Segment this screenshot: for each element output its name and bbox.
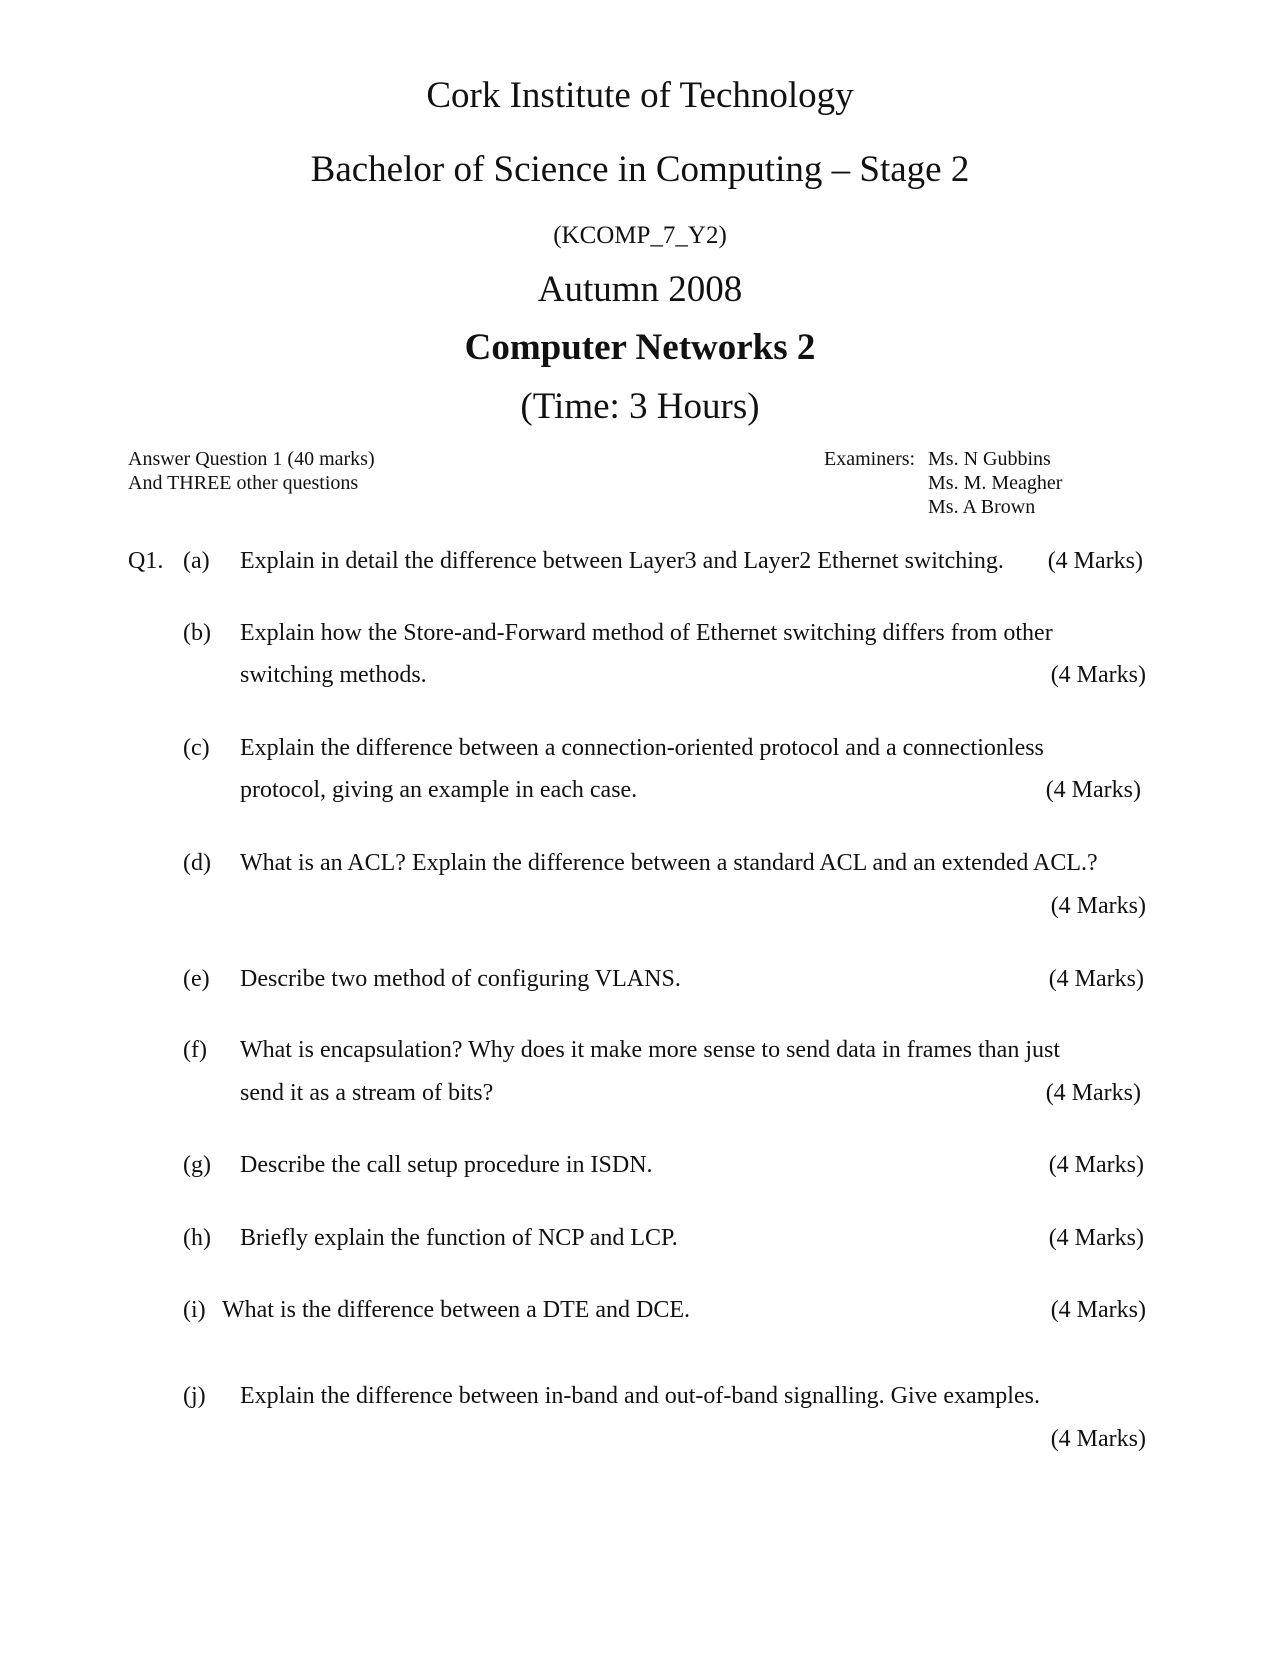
exam-term: Autumn 2008: [537, 269, 743, 310]
part-marks: (4 Marks): [1047, 548, 1143, 574]
institution-name: Cork Institute of Technology: [426, 75, 854, 116]
part-label: (g): [183, 1152, 211, 1178]
programme-code: (KCOMP_7_Y2): [553, 222, 727, 249]
examiner-name: Ms. N Gubbins: [928, 448, 1051, 470]
examiners-label: Examiners:: [824, 448, 916, 470]
part-label: (e): [183, 966, 210, 992]
part-label: (h): [183, 1225, 211, 1251]
exam-duration: (Time: 3 Hours): [520, 386, 760, 427]
part-text: What is the difference between a DTE and DCE.: [222, 1297, 691, 1323]
part-text: What is encapsulation? Why does it make more sense to send data in frames than just: [240, 1037, 1060, 1063]
question-number: Q1.: [128, 548, 164, 574]
part-text: Briefly explain the function of NCP and LCP.: [240, 1225, 678, 1251]
part-label: (i): [183, 1297, 206, 1323]
part-marks: (4 Marks): [1045, 777, 1141, 803]
part-marks: (4 Marks): [1050, 1297, 1146, 1323]
part-text: Explain in detail the difference between Layer3 and Layer2 Ethernet switching.: [240, 548, 1004, 574]
part-marks: (4 Marks): [1050, 1426, 1146, 1452]
part-text: Explain the difference between a connection-oriented protocol and a connectionless: [240, 735, 1044, 761]
part-marks: (4 Marks): [1048, 1225, 1144, 1251]
instruction-line-2: And THREE other questions: [128, 472, 359, 494]
examiner-name: Ms. A Brown: [928, 496, 1036, 518]
part-text: send it as a stream of bits?: [240, 1080, 494, 1106]
part-label: (d): [183, 850, 211, 876]
part-label: (j): [183, 1383, 206, 1409]
part-marks: (4 Marks): [1050, 893, 1146, 919]
part-label: (c): [183, 735, 210, 761]
part-label: (f): [183, 1037, 207, 1063]
part-label: (b): [183, 620, 211, 646]
part-marks: (4 Marks): [1048, 1152, 1144, 1178]
part-label: (a): [183, 548, 210, 574]
part-marks: (4 Marks): [1048, 966, 1144, 992]
part-text: switching methods.: [240, 662, 427, 688]
part-text: Explain how the Store-and-Forward method of Ethernet switching differs from other: [240, 620, 1053, 646]
instruction-line-1: Answer Question 1 (40 marks): [128, 448, 375, 470]
programme-title: Bachelor of Science in Computing – Stage 2: [310, 149, 970, 190]
part-text: Describe two method of configuring VLANS.: [240, 966, 681, 992]
part-text: What is an ACL? Explain the difference between a standard ACL and an extended ACL.?: [240, 850, 1098, 876]
examiner-name: Ms. M. Meagher: [928, 472, 1063, 494]
part-text: protocol, giving an example in each case.: [240, 777, 638, 803]
part-text: Describe the call setup procedure in ISDN.: [240, 1152, 653, 1178]
part-text: Explain the difference between in-band and out-of-band signalling. Give examples.: [240, 1383, 1040, 1409]
part-marks: (4 Marks): [1050, 662, 1146, 688]
part-marks: (4 Marks): [1045, 1080, 1141, 1106]
course-title: Computer Networks 2: [464, 327, 816, 368]
